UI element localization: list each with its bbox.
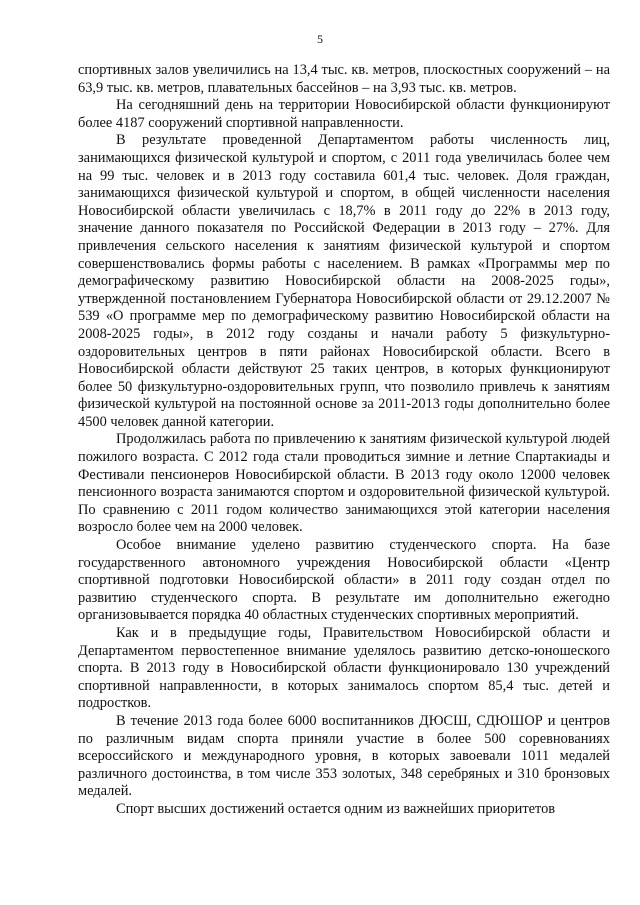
paragraph-sports-facilities-growth: спортивных залов увеличились на 13,4 тыс. кв. метров, плоскостных сооружений – на 63,9 тыс. кв. метров, плавательных бассейнов – на 3,93 тыс. кв. метров. bbox=[78, 62, 610, 96]
paragraph-youth-sports: Как и в предыдущие годы, Правительством Новосибирской области и Департаментом первостепенное внимание уделялось развитию детско-юношеского спорта. В 2013 году в Новосибирской области функционировало 130 учреждений спортивной направленности, в которых занималось спортом 85,4 тыс. детей и подростков. bbox=[78, 625, 610, 712]
page-number: 5 bbox=[317, 32, 323, 46]
paragraph-elite-sports: Спорт высших достижений остается одним из важнейших приоритетов bbox=[116, 800, 556, 817]
paragraph-facilities-count: На сегодняшний день на территории Новосибирской области функционируют более 4187 сооружений спортивной направленности. bbox=[78, 97, 610, 131]
paragraph-student-sports: Особое внимание уделено развитию студенческого спорта. На базе государственного автономного учреждения Новосибирской области «Центр спортивной подготовки Новосибирской области» в 2011 году создан отдел по развитию студенческого спорта. В результате им дополнительно ежегодно организовывается порядка 40 областных студенческих спортивных мероприятий. bbox=[78, 537, 610, 624]
paragraph-participation-growth: В результате проведенной Департаментом работы численность лиц, занимающихся физической культурой и спортом, с 2011 года увеличилась более чем на 99 тыс. человек и в 2013 году составила 601,4 тыс. человек. Доля граждан, занимающихся физической культурой и спортом, в общей численности населения Новосибирской области увеличилась с 18,7% в 2011 году до 22% в 2013 году, значение данного показателя по Российской Федерации в 2013 году – 27%. Для привлечения сельского населения к занятиям физической культурой и спортом совершенствовались формы работы с населением. В рамках «Программы мер по демографическому развитию Новосибирской области на 2008-2025 годы», утвержденной постановлением Губернатора Новосибирской области от 29.12.2007 № 539 «О программе мер по демографическому развитию Новосибирской области на 2008-2025 годы», в 2012 году созданы и начали работу 5 физкультурно-оздоровительных центров в пяти районах Новосибирской области. Всего в Новосибирской области действуют 25 таких центров, в которых функционируют более 50 физкультурно-оздоровительных групп, что позволило привлечь к занятиям физической культурой на постоянной основе за 2011-2013 годы дополнительно более 4500 человек данной категории. bbox=[78, 132, 610, 430]
paragraph-elderly-sports: Продолжилась работа по привлечению к занятиям физической культурой людей пожилого возраста. С 2012 года стали проводиться зимние и летние Спартакиады и Фестивали пенсионеров Новосибирской области. В 2013 году около 12000 человек пенсионного возраста занимаются спортом и оздоровительной физической культурой. По сравнению с 2011 годом количество занимающихся этой категории населения возросло более чем на 2000 человек. bbox=[78, 431, 610, 536]
paragraph-competition-medals: В течение 2013 года более 6000 воспитанников ДЮСШ, СДЮШОР и центров по различным видам спорта приняли участие в более 500 соревнованиях всероссийского и международного уровня, в которых завоевали 1011 медалей различного достоинства, в том числе 353 золотых, 348 серебряных и 310 бронзовых медалей. bbox=[78, 712, 610, 800]
document-body bbox=[78, 62, 610, 819]
